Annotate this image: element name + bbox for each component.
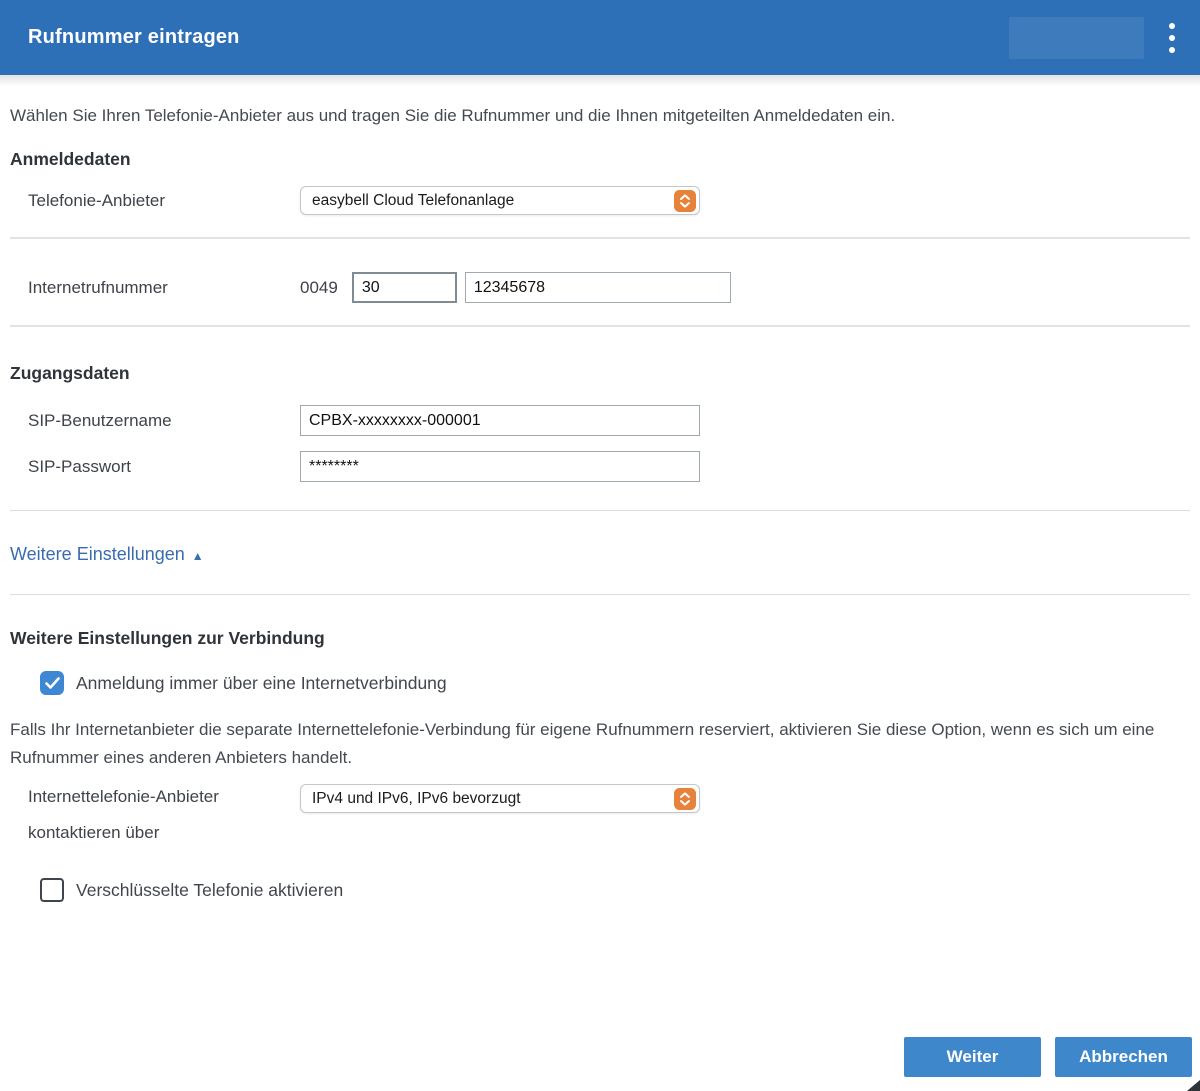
page-title: Rufnummer eintragen: [28, 26, 240, 48]
divider: [10, 594, 1190, 595]
more-settings-link[interactable]: [10, 544, 204, 565]
divider: [10, 237, 1190, 239]
select-stepper-icon: [674, 788, 696, 810]
option-hint-text: Falls Ihr Internetanbieter die separate Internettelefonie-Verbindung für eigene Rufnummern reserviert, aktivieren Sie diese Option, wenn es sich um eine Rufnummer eines anderen Anbieters handelt.: [10, 720, 1155, 767]
internetrufnummer-row: [28, 272, 1190, 303]
phone-number-input[interactable]: [465, 272, 731, 303]
kebab-menu-icon[interactable]: [1162, 23, 1182, 53]
verschluesselt-checkbox[interactable]: [40, 878, 64, 902]
telefonie-anbieter-selected-value: easybell Cloud Telefonanlage: [312, 191, 515, 209]
footer-button-bar: [904, 1037, 1192, 1077]
sip-benutzername-row: [28, 405, 1190, 436]
sip-passwort-row: [28, 451, 1190, 482]
select-stepper-icon: [674, 190, 696, 212]
sip-benutzername-input[interactable]: [300, 405, 700, 436]
abbrechen-button[interactable]: Abbrechen: [1055, 1037, 1192, 1077]
kontaktieren-label: Internettelefonie-Anbieter kontaktieren über: [28, 787, 219, 842]
sip-passwort-input[interactable]: [300, 451, 700, 482]
header-shadow: [0, 75, 1200, 91]
internetverbindung-checkbox-label: Anmeldung immer über eine Internetverbindung: [76, 672, 447, 693]
kontaktieren-selected-value: IPv4 und IPv6, IPv6 bevorzugt: [312, 789, 521, 807]
sip-passwort-label: SIP-Passwort: [28, 456, 131, 476]
telefonie-anbieter-row: [28, 186, 1190, 215]
sip-benutzername-label: SIP-Benutzername: [28, 410, 172, 430]
weiter-button[interactable]: Weiter: [904, 1037, 1041, 1077]
verschluesselt-checkbox-label: Verschlüsselte Telefonie aktivieren: [76, 879, 344, 900]
section-heading-zugangsdaten: Zugangsdaten: [10, 363, 130, 383]
internetrufnummer-label: Internetrufnummer: [28, 277, 168, 297]
telefonie-anbieter-select[interactable]: [300, 186, 700, 215]
internetverbindung-checkbox-row: [40, 671, 1190, 695]
collapse-arrow-icon: ▲: [191, 548, 204, 563]
verschluesselt-checkbox-row: [40, 878, 1190, 902]
more-settings-label: Weitere Einstellungen: [10, 544, 185, 564]
window-resize-handle[interactable]: [1187, 1080, 1200, 1091]
redacted-header-area: [1009, 17, 1144, 59]
section-heading-verbindung: Weitere Einstellungen zur Verbindung: [10, 628, 325, 648]
divider: [10, 325, 1190, 327]
section-heading-anmeldedaten: Anmeldedaten: [10, 149, 131, 169]
area-code-input[interactable]: [352, 272, 457, 303]
telefonie-anbieter-label: Telefonie-Anbieter: [28, 190, 166, 210]
internetverbindung-checkbox[interactable]: [40, 671, 64, 695]
kontaktieren-select[interactable]: [300, 784, 700, 813]
kontaktieren-row: [28, 784, 1190, 851]
country-prefix: 0049: [300, 277, 338, 297]
intro-text: Wählen Sie Ihren Telefonie-Anbieter aus und tragen Sie die Rufnummer und die Ihnen mitgeteilten Anmeldedaten ein.: [10, 106, 896, 125]
dialog-titlebar: [0, 0, 1200, 75]
